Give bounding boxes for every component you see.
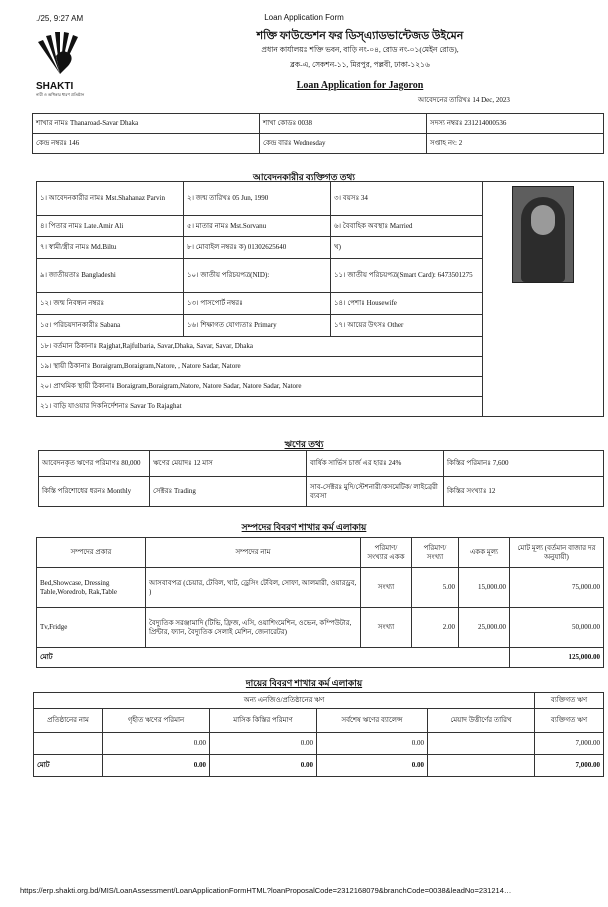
applicant-name: ১। আবেদনকারীর নামঃ Mst.Shahanaz Parvin: [37, 182, 184, 216]
asset-total: 75,000.00: [510, 568, 604, 608]
asset-type: Tv,Fridge: [37, 608, 146, 648]
mother-name: ৫। মাতার নামঃ Mst.Sorvanu: [184, 216, 331, 237]
sector: সেক্টরঃ Trading: [150, 477, 307, 507]
applied-amount: আবেদনকৃত ঋণের পরিমাণঃ 80,000: [39, 451, 150, 477]
asset-unit: সংখ্যা: [361, 608, 412, 648]
member-no: সদস্য নম্বরঃ 231214000536: [427, 114, 604, 134]
liab-header-personal: ব্যক্তিগত ঋণ: [535, 709, 604, 733]
service-charge: বার্ষিক সার্ভিস চার্জ এর হারঃ 24%: [307, 451, 444, 477]
liab-header-balance: সর্বশেষ ঋণের ব্যালেন্স: [317, 709, 428, 733]
liab-total-label: মোট: [34, 755, 103, 777]
nationality: ৯। জাতীয়তাঃ Bangladeshi: [37, 259, 184, 293]
permanent-address: ১৯। স্থায়ী ঠিকানাঃ Boraigram,Boraigram,Natore, , Natore Sadar, Natore: [37, 357, 483, 377]
liab-header-org: প্রতিষ্ঠানের নাম: [34, 709, 103, 733]
liab-personal: 7,000.00: [535, 733, 604, 755]
application-date: আবেদনের তারিখঃ 14 Dec, 2023: [418, 96, 510, 104]
occupation: ১৪। পেশাঃ Housewife: [331, 293, 483, 315]
mobile-a: ৮। মোবাইল নম্বরঃ ক) 01302625640: [184, 237, 331, 259]
loan-duration: ঋণের মেয়াদঃ 12 মাস: [150, 451, 307, 477]
liab-taken: 0.00: [103, 733, 210, 755]
liabilities-table: [33, 692, 604, 777]
form-title: Loan Application for Jagoron: [296, 80, 424, 91]
liab-balance: 0.00: [317, 733, 428, 755]
assets-header-name: সম্পদের নাম: [146, 538, 361, 568]
assets-header-unit: পরিমাণ/ সংখ্যার একক: [361, 538, 412, 568]
table-row: [34, 733, 604, 755]
asset-total: 50,000.00: [510, 608, 604, 648]
liab-header-monthly: মাসিক কিস্তির পরিমাণ: [210, 709, 317, 733]
asset-name: আসবাবপত্র (চেয়ার, টেবিল, খাট, ড্রেসিং টেবিল, সোফা, আলমারী, ওয়ারড্রব, ): [146, 568, 361, 608]
table-row: [37, 568, 604, 608]
liab-total-expiry: [428, 755, 535, 777]
marital-status: ৬। বৈবাহিক অবস্থাঃ Married: [331, 216, 483, 237]
age: ৩। বয়সঃ 34: [331, 182, 483, 216]
photo-cell: [483, 182, 604, 417]
liab-total-taken: 0.00: [103, 755, 210, 777]
center-day: কেন্দ্র বারঃ Wednesday: [260, 134, 427, 154]
org-address-1: প্রধান কার্যালয়ঃ শক্তি ভবন, বাড়ি নং-০৪, রোড নং-০১(মেইন রোড),: [261, 45, 459, 54]
branch-code: শাখা কোডঃ 0038: [260, 114, 427, 134]
assets-table: [36, 537, 604, 668]
applicant-photo: [512, 186, 574, 283]
assets-header-qty: পরিমাণ/ সংখ্যা: [412, 538, 459, 568]
print-datetime: .‌/25, 9:27 AM: [36, 14, 84, 23]
birth-date: ২। জন্ম তারিখঃ 05 Jun, 1990: [184, 182, 331, 216]
liab-org: [34, 733, 103, 755]
week-no: সপ্তাহ নং: 2: [427, 134, 604, 154]
liab-monthly: 0.00: [210, 733, 317, 755]
assets-total-label: মোট: [37, 648, 510, 668]
installment-count: কিস্তির সংখ্যাঃ 12: [444, 477, 604, 507]
asset-unit-price: 15,000.00: [459, 568, 510, 608]
liab-header-expiry: মেয়াদ উত্তীর্ণের তারিখ: [428, 709, 535, 733]
assets-heading: সম্পদের বিবরণ শাখার কর্ম এলাকায়: [241, 522, 367, 532]
logo-tagline: নারী ও অধিকার ধারণ প্রতিষ্ঠান: [36, 92, 85, 97]
org-name: শক্তি ফাউন্ডেশন ফর ডিস্‌এ্যাডভান্টেজড উইমেন: [256, 30, 464, 42]
asset-type: Bed,Showcase, Dressing Table,Woredrob, Rak,Table: [37, 568, 146, 608]
branch-info-table: [32, 113, 604, 154]
asset-name: বৈদ্যুতিক সরঞ্জামাদি (টিভি, ফ্রিজ, এসি, ওয়াশিংমেশিন, ওভেন, কম্পিউটার, প্রিন্টার, ফ্যান, বৈদ্যুতিক সেলাই মেশিন, জেনারেটর): [146, 608, 361, 648]
installment-amount: কিস্তির পরিমানঃ 7,600: [444, 451, 604, 477]
personal-info-heading: আবেদনকারীর ব্যক্তিগত তথ্য: [253, 172, 355, 182]
table-row: [37, 608, 604, 648]
mobile-b: খ): [331, 237, 483, 259]
asset-unit-price: 25,000.00: [459, 608, 510, 648]
present-address: ১৮। বর্তমান ঠিকানাঃ Rajghat,Rajfulbaria, Savar,Dhaka, Savar, Savar, Dhaka: [37, 337, 483, 357]
assets-header-total: মোট মূল্য (বর্তমান বাজার দর অনুযায়ী): [510, 538, 604, 568]
installment-type: কিস্তি পরিশোধের ধরনঃ Monthly: [39, 477, 150, 507]
liab-total-monthly: 0.00: [210, 755, 317, 777]
nid: ১০। জাতীয় পরিচয়পত্র(NID):: [184, 259, 331, 293]
education: ১৬। শিক্ষাগত যোগ্যতাঃ Primary: [184, 315, 331, 337]
logo-name: SHAKTI: [36, 81, 74, 92]
initial-permanent-address: ২০। প্রাথমিক স্থায়ী ঠিকানাঃ Boraigram,Boraigram,Natore, Natore Sadar, Natore Sadar, Natore: [37, 377, 483, 397]
sub-sector: সাব-সেক্টরঃ মুদি/স্টেশনারী/কসমেটিক/ লাইব্রেরী ব্যবসা: [307, 477, 444, 507]
asset-qty: 5.00: [412, 568, 459, 608]
liabilities-heading: দায়ের বিবরণ শাখার কর্ম এলাকায়: [245, 678, 363, 688]
loan-info-heading: ঋণের তথ্য: [284, 439, 324, 449]
income-source: ১৭। আয়ের উৎসঃ Other: [331, 315, 483, 337]
introducer: ১৫। পরিচয়দানকারীঃ Sabana: [37, 315, 184, 337]
father-name: ৪। পিতার নামঃ Late.Amir Ali: [37, 216, 184, 237]
asset-unit: সংখ্যা: [361, 568, 412, 608]
shakti-logo-icon: [30, 30, 90, 78]
liab-total-balance: 0.00: [317, 755, 428, 777]
liab-expiry: [428, 733, 535, 755]
page-title: Loan Application Form: [264, 13, 344, 22]
assets-header-unit-price: একক মূল্য: [459, 538, 510, 568]
liab-header-taken: গৃহীত ঋণের পরিমান: [103, 709, 210, 733]
center-no: কেন্দ্র নম্বরঃ 146: [33, 134, 260, 154]
branch-name: শাখার নামঃ Thanaroad-Savar Dhaka: [33, 114, 260, 134]
personal-info-table: [36, 181, 604, 417]
other-ngo-header: অন্য এনজিও/প্রতিষ্ঠানের ঋণ: [34, 693, 535, 709]
shakti-logo: [30, 30, 90, 100]
smart-card: ১১। জাতীয় পরিচয়পত্র(Smart Card): 6473501275: [331, 259, 483, 293]
direction: ২১। বাড়ি যাওয়ার দিকনির্দেশনাঃ Savar To Rajaghat: [37, 397, 483, 417]
asset-qty: 2.00: [412, 608, 459, 648]
spouse-name: ৭। স্বামী/স্ত্রীর নামঃ Md.Biltu: [37, 237, 184, 259]
assets-header-type: সম্পদের প্রকার: [37, 538, 146, 568]
liab-total-personal: 7,000.00: [535, 755, 604, 777]
page-url: https://erp.shakti.org.bd/MIS/LoanAssessment/LoanApplicationFormHTML?loanProposalCode=2312168079&branchCode=0038&leadNo=231214…: [20, 886, 512, 895]
personal-loan-header: ব্যক্তিগত ঋণ: [535, 693, 604, 709]
passport: ১৩। পাসপোর্ট নম্বরঃ: [184, 293, 331, 315]
loan-info-table: [38, 450, 604, 507]
org-address-2: ব্লক-এ, সেকশন-১১, মিরপুর, পল্লবী, ঢাকা-১২১৬: [290, 60, 430, 69]
assets-total-value: 125,000.00: [510, 648, 604, 668]
birth-reg: ১২। জন্ম নিবন্ধন নম্বরঃ: [37, 293, 184, 315]
